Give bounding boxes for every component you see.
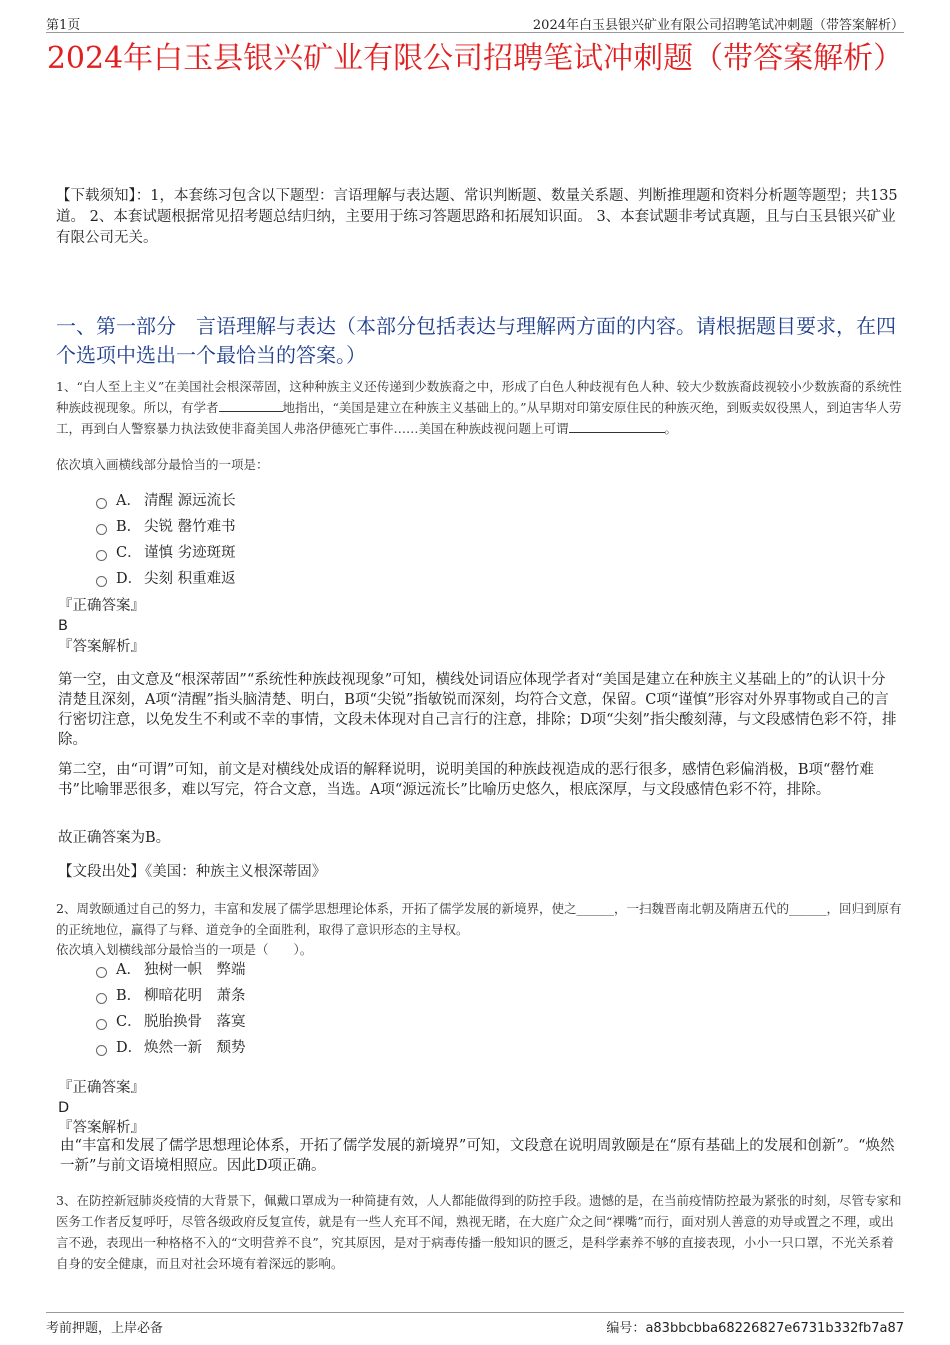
section-title: 一、第一部分 言语理解与表达（本部分包括表达与理解两方面的内容。请根据题目要求，在四个选项中选出一个最恰当的答案。） xyxy=(56,314,896,367)
question-2-instruction: 依次填入划横线部分最恰当的一项是（ ）。 xyxy=(56,942,313,957)
radio-icon[interactable] xyxy=(96,993,107,1004)
footer-code-label: 编号： xyxy=(606,1321,646,1336)
question-1-instruction: 依次填入画横线部分最恰当的一项是： xyxy=(56,457,269,472)
question-1-option-c[interactable]: C． 谨慎 劣迹斑斑 xyxy=(96,540,236,566)
question-1-answer: B xyxy=(58,618,68,634)
question-2-analysis-label: 『答案解析』 xyxy=(58,1120,145,1136)
question-1-text-a: 1、“白人至上主义”在美国社会根深蒂固，这种种族主义还传递到少数族裔之中，形成了白色人种歧视有色人种、较大少数族裔歧视较小少数族裔的系统性种族歧视现象。所以，有学者 xyxy=(56,379,902,415)
radio-icon[interactable] xyxy=(96,1019,107,1030)
radio-icon[interactable] xyxy=(96,498,107,509)
question-1-option-b[interactable]: B． 尖锐 罄竹难书 xyxy=(96,514,236,540)
question-2-analysis: 由“丰富和发展了儒学思想理论体系，开拓了儒学发展的新境界”可知，文段意在说明周敦颐是在“原有基础上的发展和创新”。“焕然一新”与前文语境相照应。因此D项正确。 xyxy=(60,1138,895,1174)
question-1-analysis-2: 第二空，由“可谓”可知，前文是对横线处成语的解释说明，说明美国的种族歧视造成的恶行很多，感情色彩偏消极，B项“罄竹难书”比喻罪恶很多，难以写完，符合文意，当选。A项“源远流长”比喻历史悠久，根底深厚，与文段感情色彩不符，排除。 xyxy=(58,762,874,798)
radio-icon[interactable] xyxy=(96,550,107,561)
radio-icon[interactable] xyxy=(96,524,107,535)
question-1-analysis-1: 第一空，由文意及“根深蒂固”“系统性种族歧视现象”可知，横线处词语应体现学者对“美国是建立在种族主义基础上的”的认识十分清楚且深刻，A项“清醒”指头脑清楚、明白，B项“尖锐”指敏锐而深刻，均符合文意，保留。C项“谨慎”形容对外界事物或自己的言行密切注意，以免发生不利或不幸的事情，文段未体现对自己言行的注意，排除；D项“尖刻”指尖酸刻薄，与文段感情色彩不符，排除。 xyxy=(58,672,897,748)
question-1-analysis-label: 『答案解析』 xyxy=(58,639,145,655)
question-2-correct-label: 『正确答案』 xyxy=(58,1080,145,1096)
question-2-option-a[interactable]: A． 独树一帜 弊端 xyxy=(96,957,246,983)
question-1-source: 【文段出处】《美国：种族主义根深蒂固》 xyxy=(58,864,327,880)
header-doc-title: 2024年白玉县银兴矿业有限公司招聘笔试冲刺题（带答案解析） xyxy=(532,18,904,33)
question-1-correct-label: 『正确答案』 xyxy=(58,598,145,614)
question-1-text-c: 。 xyxy=(664,421,678,436)
radio-icon[interactable] xyxy=(96,1045,107,1056)
radio-icon[interactable] xyxy=(96,967,107,978)
footer-code-value: a83bbcbba68226827e6731b332fb7a87 xyxy=(645,1321,904,1336)
question-2-text: 2、周敦颐通过自己的努力，丰富和发展了儒学思想理论体系，开拓了儒学发展的新境界，使之______，一扫魏晋南北朝及隋唐五代的______，回归到原有的正统地位，赢得了与释、道竞争的全面胜利，取得了意识形态的主导权。 xyxy=(56,901,902,937)
page-footer xyxy=(46,1312,904,1335)
question-1-blank-1 xyxy=(219,397,283,412)
question-1-text xyxy=(56,376,906,439)
question-1-option-a[interactable]: A． 清醒 源远流长 xyxy=(96,488,236,514)
question-1-analysis-3: 故正确答案为B。 xyxy=(58,830,171,846)
question-3-text: 3、在防控新冠肺炎疫情的大背景下，佩戴口罩成为一种简捷有效，人人都能做得到的防控手段。遗憾的是，在当前疫情防控最为紧张的时刻，尽管专家和医务工作者反复呼吁，尽管各级政府反复宣传，就是有一些人充耳不闻，熟视无睹，在大庭广众之间“裸嘴”而行，面对别人善意的劝导或置之不理，或出言不逊，表现出一种格格不入的“文明营养不良”，究其原因，是对于病毒传播一般知识的匮乏，是科学素养不够的直接表现，小小一只口罩，不光关系着自身的安全健康，而且对社会环境有着深远的影响。 xyxy=(56,1193,902,1271)
question-2-options xyxy=(96,957,246,1061)
radio-icon[interactable] xyxy=(96,576,107,587)
question-1-text-b: 地指出，“美国是建立在种族主义基础上的。”从早期对印第安原住民的种族灭绝，到贩卖奴役黑人，到迫害华人劳工，再到白人警察暴力执法致使非裔美国人弗洛伊德死亡事件……美国在种族歧视问题上可谓 xyxy=(56,400,902,436)
question-2-option-d[interactable]: D． 焕然一新 颓势 xyxy=(96,1035,246,1061)
question-1-options xyxy=(96,488,236,592)
page-header xyxy=(46,12,904,33)
footer-slogan: 考前押题，上岸必备 xyxy=(46,1321,164,1336)
download-notice: 【下载须知】：1，本套练习包含以下题型：言语理解与表达题、常识判断题、数量关系题、判断推理题和资料分析题等题型；共135道。 2、本套试题根据常见招考题总结归纳，主要用于练习答题思路和拓展知识面。 3、本套试题非考试真题，且与白玉县银兴矿业有限公司无关。 xyxy=(56,188,898,246)
question-1-blank-2 xyxy=(569,418,665,433)
question-2-option-b[interactable]: B． 柳暗花明 萧条 xyxy=(96,983,246,1009)
page-number: 第1页 xyxy=(46,18,81,33)
document-title: 2024年白玉县银兴矿业有限公司招聘笔试冲刺题（带答案解析） xyxy=(46,41,904,76)
question-1-option-d[interactable]: D． 尖刻 积重难返 xyxy=(96,566,236,592)
question-2-option-c[interactable]: C． 脱胎换骨 落寞 xyxy=(96,1009,246,1035)
question-2-answer: D xyxy=(58,1100,70,1116)
footer-code xyxy=(606,1317,904,1336)
